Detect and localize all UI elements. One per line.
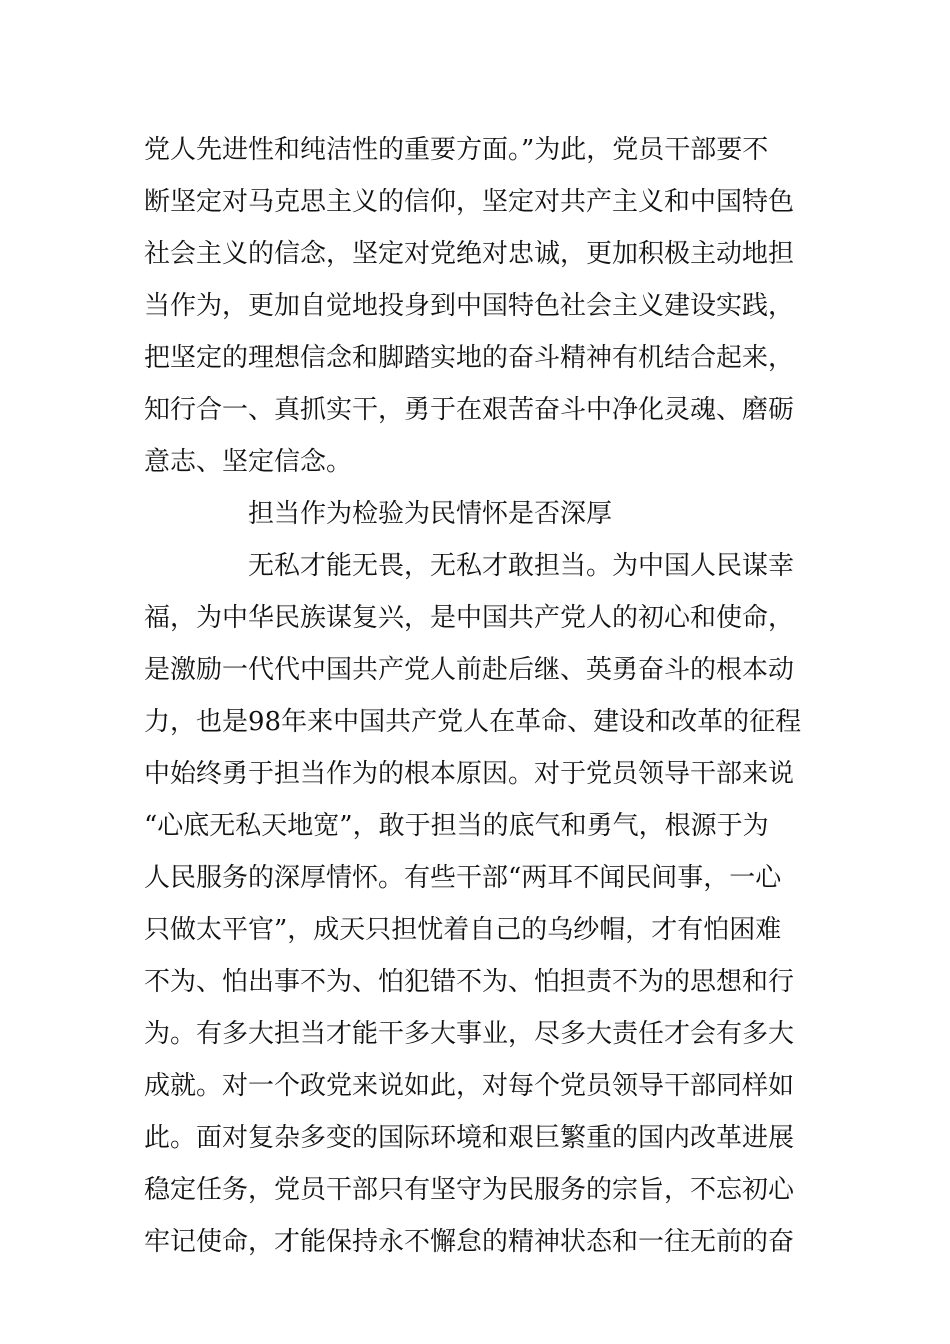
paragraph-line: 为。有多大担当才能干多大事业，尽多大责任才会有多大 [144,1019,795,1049]
paragraph-line: 意志、坚定信念。 [144,447,353,477]
paragraph-line: 只做太平官”，成天只担忧着自己的乌纱帽，才有怕困难 [144,915,782,945]
paragraph-line: 力，也是98年来中国共产党人在革命、建设和改革的征程 [144,707,802,737]
paragraph-line: 无私才能无畏，无私才敢担当。为中国人民谋幸 [248,551,795,581]
paragraph-line: 牢记使命，才能保持永不懈怠的精神状态和一往无前的奋 [144,1227,795,1257]
paragraph-line: “心底无私天地宽”，敢于担当的底气和勇气，根源于为 [144,811,769,841]
paragraph-line: 党人先进性和纯洁性的重要方面。”为此，党员干部要不 [144,135,769,165]
paragraph-line: 社会主义的信念，坚定对党绝对忠诚，更加积极主动地担 [144,239,795,269]
paragraph-line: 成就。对一个政党来说如此，对每个党员领导干部同样如 [144,1071,795,1101]
paragraph-line: 人民服务的深厚情怀。有些干部“两耳不闻民间事，一心 [144,863,782,893]
paragraph-line: 稳定任务，党员干部只有坚守为民服务的宗旨，不忘初心 [144,1175,795,1205]
paragraph-line: 把坚定的理想信念和脚踏实地的奋斗精神有机结合起来， [144,343,795,373]
section-heading: 担当作为检验为民情怀是否深厚 [248,499,613,529]
paragraph-line: 不为、怕出事不为、怕犯错不为、怕担责不为的思想和行 [144,967,795,997]
paragraph-line: 当作为，更加自觉地投身到中国特色社会主义建设实践， [144,291,795,321]
paragraph-line: 是激励一代代中国共产党人前赴后继、英勇奋斗的根本动 [144,655,795,685]
paragraph-line: 知行合一、真抓实干，勇于在艰苦奋斗中净化灵魂、磨砺 [144,395,795,425]
paragraph-line: 此。面对复杂多变的国际环境和艰巨繁重的国内改革进展 [144,1123,795,1153]
paragraph-line: 福，为中华民族谋复兴，是中国共产党人的初心和使命， [144,603,795,633]
body-text [144,124,824,1268]
paragraph-line: 中始终勇于担当作为的根本原因。对于党员领导干部来说 [144,759,795,789]
paragraph-line: 断坚定对马克思主义的信仰，坚定对共产主义和中国特色 [144,187,795,217]
